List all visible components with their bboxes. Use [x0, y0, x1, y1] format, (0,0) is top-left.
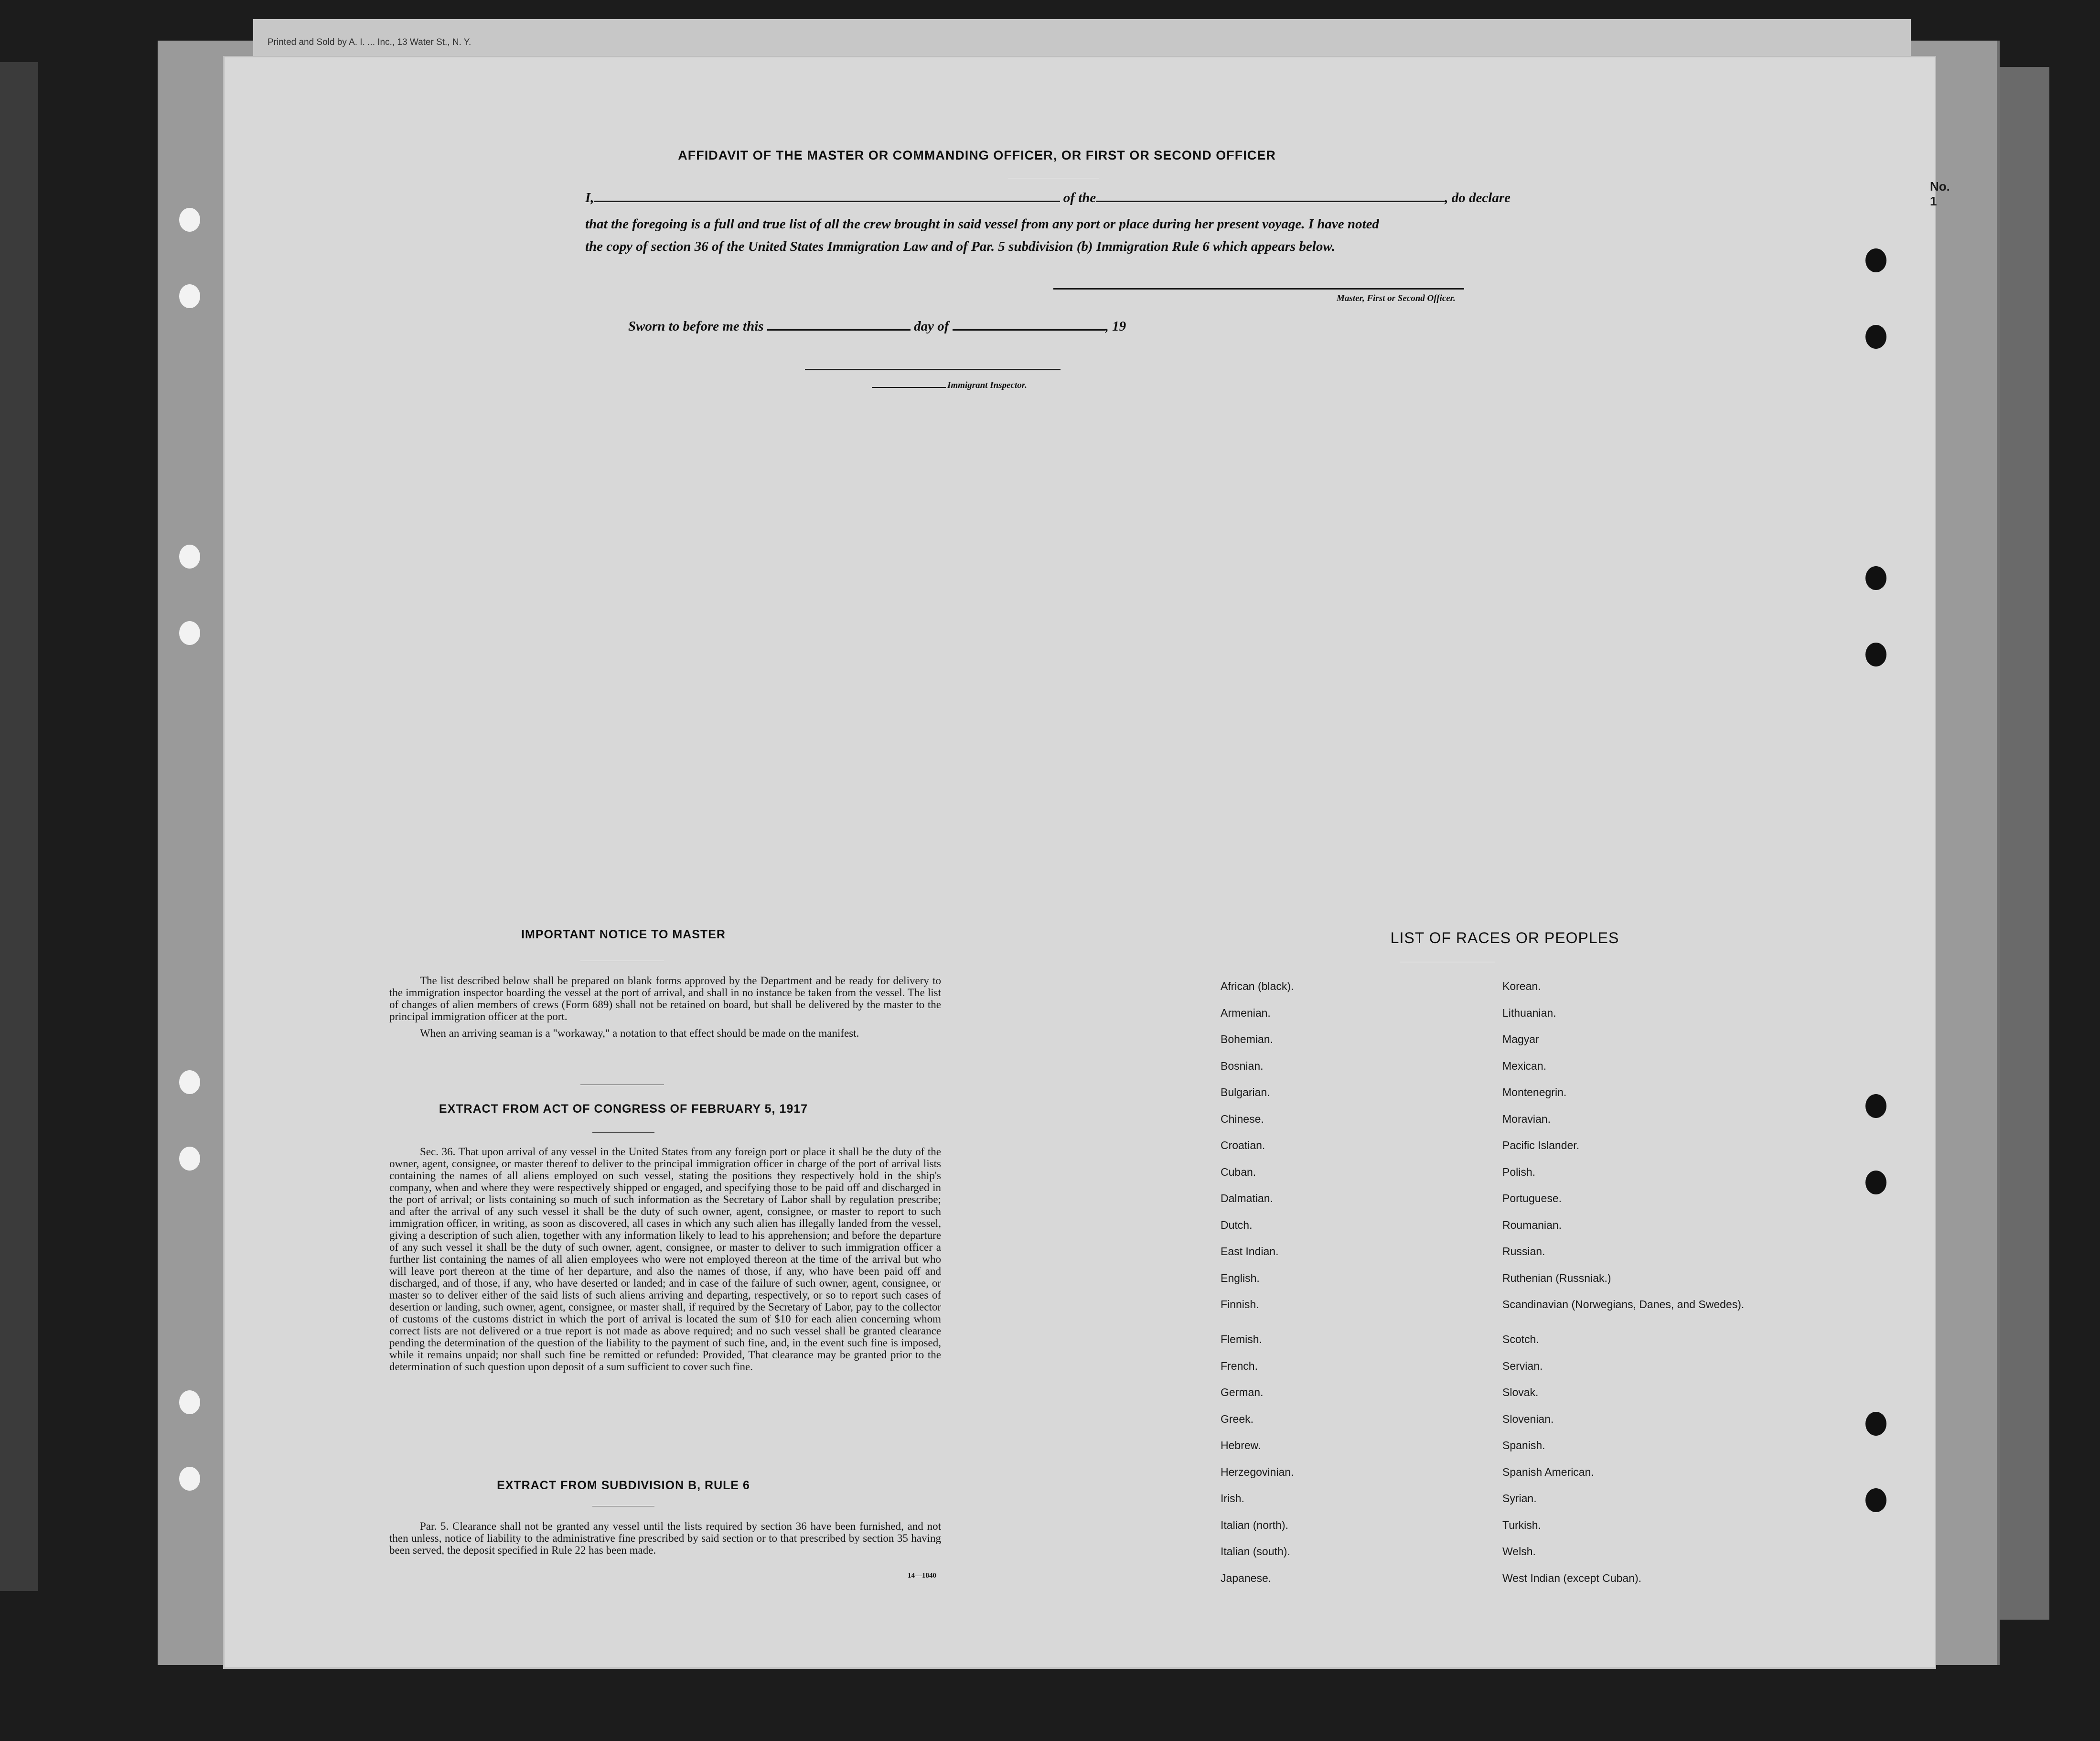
race-item: Portuguese.	[1502, 1192, 1562, 1204]
race-item: Dutch.	[1221, 1218, 1253, 1231]
race-item: Finnish.	[1221, 1298, 1259, 1311]
punch-hole	[1865, 325, 1886, 349]
punch-hole	[179, 1147, 200, 1171]
inspector-label: Immigrant Inspector.	[947, 380, 1027, 390]
affidavit-line-1	[585, 190, 1511, 206]
race-item: French.	[1221, 1359, 1258, 1372]
rule-extract-title: EXTRACT FROM SUBDIVISION B, RULE 6	[497, 1479, 750, 1492]
left-binder-edge	[0, 62, 38, 1591]
race-item: Korean.	[1502, 980, 1541, 992]
vessel-blank[interactable]	[1096, 201, 1445, 202]
signature-line[interactable]	[1053, 288, 1464, 290]
race-item: West Indian (except Cuban).	[1502, 1571, 1642, 1584]
race-item: Cuban.	[1221, 1165, 1256, 1178]
signature-label: Master, First or Second Officer.	[1337, 293, 1456, 303]
race-item: Magyar	[1502, 1033, 1539, 1045]
races-title: LIST OF RACES OR PEOPLES	[1390, 929, 1619, 946]
name-blank[interactable]	[594, 201, 1060, 202]
year-label: , 19	[1105, 319, 1126, 334]
race-item: Spanish American.	[1502, 1465, 1594, 1478]
races-left-column	[1221, 979, 1469, 1598]
race-item: Bohemian.	[1221, 1033, 1273, 1045]
race-item: Dalmatian.	[1221, 1192, 1273, 1204]
punch-hole	[1865, 643, 1886, 666]
day-of-label: day of	[914, 319, 949, 334]
right-binder-edge	[1992, 67, 2049, 1620]
affidavit-line-2: that the foregoing is a full and true list of all the crew brought in said vessel from any port or place during her present voyage. I have noted	[585, 216, 1379, 232]
race-item: Slovak.	[1502, 1386, 1539, 1398]
punch-hole	[1865, 1488, 1886, 1512]
punch-hole	[179, 545, 200, 569]
race-item: Herzegovinian.	[1221, 1465, 1294, 1478]
manifest-sheet	[225, 57, 1950, 1667]
rule-extract-body	[389, 1520, 941, 1561]
race-item: Greek.	[1221, 1412, 1254, 1425]
race-item: Roumanian.	[1502, 1218, 1562, 1231]
act-extract-title: EXTRACT FROM ACT OF CONGRESS OF FEBRUARY 5, 1917	[439, 1102, 808, 1116]
notice-paragraph-2: When an arriving seaman is a "workaway," a notation to that effect should be made on the manifest.	[420, 1027, 859, 1039]
rule-extract-text: Par. 5. Clearance shall not be granted any vessel until the lists required by section 36 have been furnished, and not then unless, notice of liability to the administrative fine prescribed by said section or to that prescribed by section 35 having been served, the deposit specified in Rule 22 has been made.	[389, 1520, 941, 1556]
race-item: Polish.	[1502, 1165, 1536, 1178]
affidavit-declare-label: , do declare	[1445, 190, 1511, 205]
race-item: English.	[1221, 1271, 1260, 1284]
inspector-signature-line[interactable]	[805, 369, 1061, 370]
race-item: Bulgarian.	[1221, 1086, 1270, 1098]
race-item: Italian (south).	[1221, 1545, 1290, 1558]
affidavit-i-label: I,	[585, 190, 594, 205]
printer-line: Printed and Sold by A. I. ... Inc., 13 Water St., N. Y.	[268, 37, 471, 47]
punch-hole	[1865, 1094, 1886, 1118]
race-item: Armenian.	[1221, 1006, 1271, 1019]
race-item: Syrian.	[1502, 1492, 1537, 1505]
race-item: Pacific Islander.	[1502, 1139, 1580, 1151]
race-item: Bosnian.	[1221, 1059, 1264, 1072]
race-item: German.	[1221, 1386, 1264, 1398]
race-item: Servian.	[1502, 1359, 1543, 1372]
punch-hole	[179, 1467, 200, 1491]
act-extract-text: Sec. 36. That upon arrival of any vessel in the United States from any foreign port or place it shall be the duty of the owner, agent, consignee, or master thereof to deliver to the principal immigration officer in charge of the port of arrival lists containing the names of all aliens employed on such vessel, stating the positions they respectively hold in the ship's company, when and where they were respectively shipped or engaged, and specifying those to be paid off and discharged in the port of arrival; or lists containing so much of such information as the Secretary of Labor shall by regulation prescribe; and after the arrival of any such vessel it shall be the duty of such owner, agent, consignee, or master to report to such immigration officer, in writing, as soon as discovered, all cases in which any such alien has illegally landed from the vessel, giving a description of such alien, together with any information likely to lead to his apprehension; and before the departure of any such vessel it shall be the duty of such owner, agent, consignee, or master to deliver to such immigration officer a further list containing the names of all alien employees who were not employed thereon at the time of the arrival but who will leave port thereon at the time of her departure, and also the names of those, if any, who have been paid off and discharged, and of those, if any, who have deserted or landed; and in case of the failure of such owner, agent, consignee, or master so to deliver either of the said lists of such aliens arriving and departing, respectively, or so to report such cases of desertion or landing, such owner, agent, consignee, or master shall, if required by the Secretary of Labor, pay to the collector of customs of the customs district in which the port of arrival is located the sum of $10 for each alien concerning whom correct lists are not delivered or a true report is not made as above required; and no such vessel shall be granted clearance pending the determination of the question of the liability to the payment of such fine, and, in the event such fine is imposed, while it remains unpaid; nor shall such fine be remitted or refunded: Provided, That clearance may be granted prior to the determination of such question upon deposit of a sum sufficient to cover such fine.	[389, 1146, 941, 1373]
race-item: Moravian.	[1502, 1112, 1551, 1125]
month-blank[interactable]	[953, 329, 1105, 331]
punch-hole	[179, 621, 200, 645]
punch-hole	[1865, 566, 1886, 590]
act-extract-rule	[592, 1132, 654, 1133]
punch-hole	[179, 208, 200, 232]
race-item: Italian (north).	[1221, 1518, 1288, 1531]
act-extract-body	[389, 1146, 941, 1377]
race-item: East Indian.	[1221, 1245, 1279, 1257]
race-item: Croatian.	[1221, 1139, 1265, 1151]
sworn-label: Sworn to before me this	[628, 319, 764, 334]
notice-body	[389, 975, 941, 1044]
race-item: Slovenian.	[1502, 1412, 1554, 1425]
race-item: Japanese.	[1221, 1571, 1272, 1584]
punch-hole	[1865, 248, 1886, 272]
race-item: Flemish.	[1221, 1333, 1262, 1345]
punch-hole	[1865, 1412, 1886, 1436]
day-blank[interactable]	[767, 329, 911, 331]
punch-hole	[1865, 1171, 1886, 1194]
race-item: Irish.	[1221, 1492, 1244, 1505]
race-item: Russian.	[1502, 1245, 1545, 1257]
notice-paragraph-1: The list described below shall be prepared on blank forms approved by the Department and be ready for delivery to the immigration inspector boarding the vessel at the port of arrival, and shall in no instance be taken from the vessel. The list of changes of alien members of crews (Form 689) shall not be retained on board, but shall be delivered by the master to the principal immigration officer at the port.	[389, 975, 941, 1022]
race-item: Lithuanian.	[1502, 1006, 1556, 1019]
inspector-short-line	[872, 387, 946, 388]
race-item: Turkish.	[1502, 1518, 1541, 1531]
punch-hole	[179, 284, 200, 308]
punch-hole	[179, 1070, 200, 1094]
race-item: Hebrew.	[1221, 1439, 1261, 1451]
race-item: African (black).	[1221, 980, 1294, 992]
race-item: Spanish.	[1502, 1439, 1545, 1451]
notice-title: IMPORTANT NOTICE TO MASTER	[521, 928, 726, 941]
sworn-line	[628, 319, 1126, 334]
affidavit-of-label: of the	[1063, 190, 1096, 205]
race-item: Montenegrin.	[1502, 1086, 1567, 1098]
races-right-column	[1502, 979, 1770, 1598]
race-item: Scotch.	[1502, 1333, 1539, 1345]
punch-hole	[179, 1390, 200, 1414]
affidavit-line-3: the copy of section 36 of the United States Immigration Law and of Par. 5 subdivision (b) Immigration Rule 6 which appears below.	[585, 239, 1335, 254]
affidavit-title: AFFIDAVIT OF THE MASTER OR COMMANDING OFFICER, OR FIRST OR SECOND OFFICER	[678, 148, 1276, 162]
page-number: No. 1	[1930, 179, 1950, 208]
race-item: Scandinavian (Norwegians, Danes, and Swedes).	[1502, 1298, 1745, 1311]
race-item: Mexican.	[1502, 1059, 1547, 1072]
race-item: Chinese.	[1221, 1112, 1264, 1125]
race-item: Ruthenian (Russniak.)	[1502, 1271, 1611, 1284]
form-code: 14—1840	[908, 1572, 936, 1580]
race-item: Welsh.	[1502, 1545, 1536, 1558]
